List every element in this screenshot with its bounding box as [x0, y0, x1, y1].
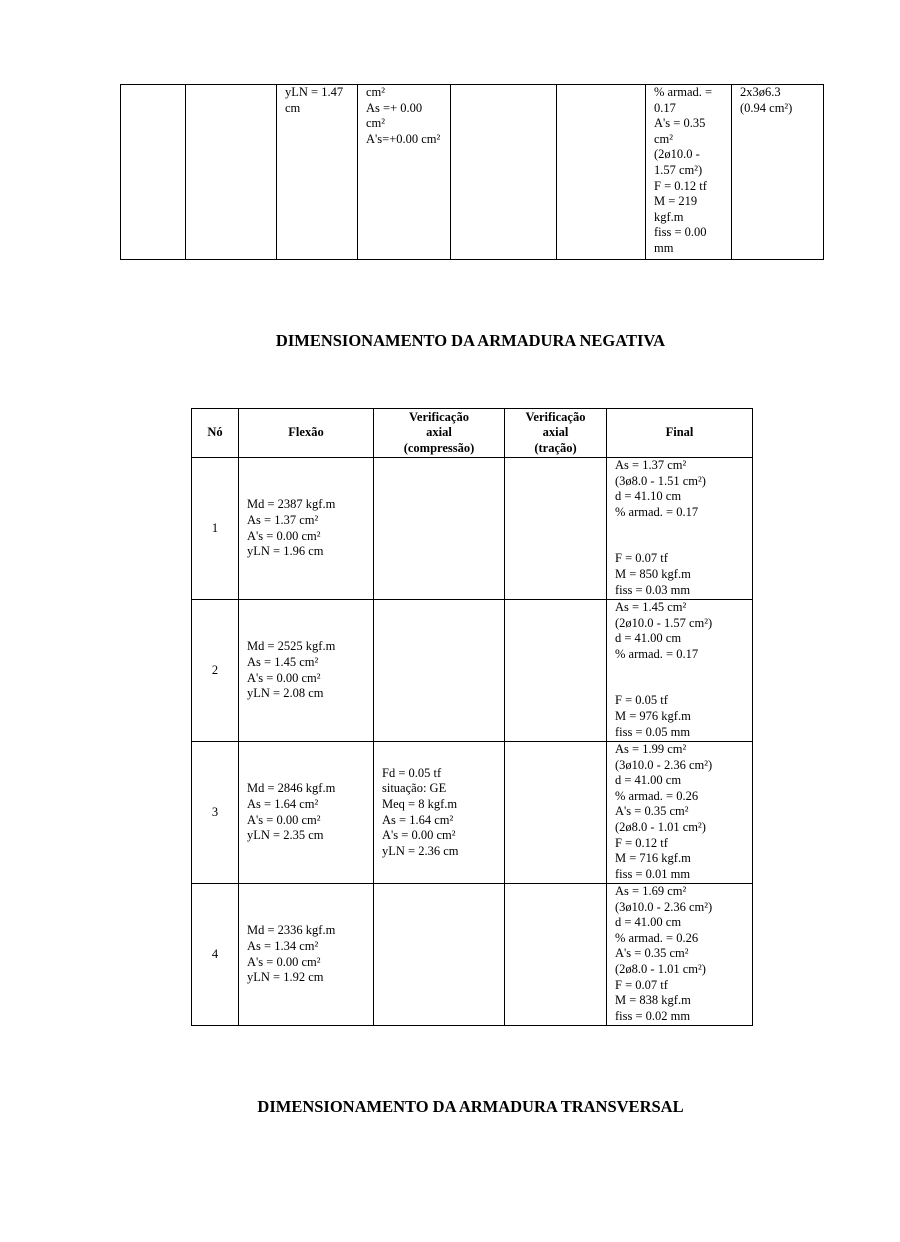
cell-line: cm²: [366, 85, 386, 99]
header-verificacao-tracao: [505, 409, 607, 458]
flexao-line: yLN = 2.08 cm: [247, 686, 324, 701]
cell-line: (2ø10.0 - 1.57 cm²): [654, 147, 703, 177]
compressao-cell: [374, 458, 505, 600]
header-line: (compressão): [403, 440, 475, 455]
cell-line: A's=+0.00 cm²: [366, 131, 441, 146]
cell-line: (0.94 cm²): [740, 100, 793, 115]
node-number: 1: [192, 458, 239, 600]
final-line: M = 838 kgf.m: [615, 993, 691, 1008]
cell-line: fiss = 0.00 mm: [654, 225, 707, 255]
flexao-line: yLN = 1.92 cm: [247, 970, 324, 985]
flexao-line: Md = 2387 kgf.m: [247, 497, 336, 512]
section-title-transversal: DIMENSIONAMENTO DA ARMADURA TRANSVERSAL: [257, 1097, 684, 1116]
table-row: [192, 458, 753, 600]
table-cell: [121, 85, 186, 260]
flexao-line: Md = 2846 kgf.m: [247, 781, 336, 796]
final-line: A's = 0.35 cm²: [615, 946, 689, 961]
flexao-line: As = 1.45 cm²: [247, 654, 319, 669]
tracao-cell: [505, 742, 607, 884]
flexao-line: A's = 0.00 cm²: [247, 528, 321, 543]
header-line: axial: [426, 425, 452, 440]
final-line: d = 41.00 cm: [615, 773, 682, 788]
cell-line: yLN = 1.47 cm: [285, 85, 344, 115]
final-line: (3ø10.0 - 2.36 cm²): [615, 757, 713, 772]
table-cell: [732, 85, 824, 260]
final-line: fiss = 0.01 mm: [615, 866, 691, 881]
flexao-line: As = 1.64 cm²: [247, 796, 319, 811]
header-flexao: Flexão: [239, 409, 374, 458]
table-row: [192, 742, 753, 884]
final-cell: [607, 884, 753, 1026]
cell-line: A's = 0.35 cm²: [654, 116, 706, 146]
final-cell: [607, 458, 753, 600]
section-title-negative: DIMENSIONAMENTO DA ARMADURA NEGATIVA: [275, 331, 666, 350]
final-line: fiss = 0.03 mm: [615, 582, 691, 597]
compressao-line: situação: GE: [382, 781, 447, 796]
flexao-line: A's = 0.00 cm²: [247, 812, 321, 827]
flexao-line: A's = 0.00 cm²: [247, 954, 321, 969]
header-line: axial: [542, 425, 569, 440]
final-line: M = 850 kgf.m: [615, 566, 691, 581]
compressao-line: Meq = 8 kgf.m: [382, 796, 458, 811]
final-line: d = 41.00 cm: [615, 631, 682, 646]
final-line: As = 1.99 cm²: [615, 742, 687, 756]
table-row: [192, 884, 753, 1026]
cell-line: % armad. = 0.17: [654, 85, 713, 115]
flexao-line: Md = 2336 kgf.m: [247, 923, 336, 938]
final-line: As = 1.69 cm²: [615, 884, 687, 898]
final-line: d = 41.10 cm: [615, 489, 682, 504]
flexao-cell: [239, 884, 374, 1026]
header-line: Verificação: [525, 409, 586, 424]
tracao-cell: [505, 458, 607, 600]
cell-line: As =+ 0.00 cm²: [366, 100, 423, 131]
table-cell: [358, 85, 451, 260]
final-line: (3ø10.0 - 2.36 cm²): [615, 899, 713, 914]
header-line: Verificação: [409, 409, 469, 424]
compressao-line: yLN = 2.36 cm: [382, 843, 459, 858]
final-line: As = 1.37 cm²: [615, 458, 687, 472]
cell-line: 2x3ø6.3: [740, 85, 781, 99]
flexao-cell: [239, 458, 374, 600]
final-line: F = 0.07 tf: [615, 977, 668, 992]
final-line: d = 41.00 cm: [615, 915, 682, 930]
final-line: % armad. = 0.17: [615, 504, 699, 519]
cell-line: M = 219 kgf.m: [654, 194, 698, 224]
final-line: (3ø8.0 - 1.51 cm²): [615, 473, 706, 488]
final-line: (2ø10.0 - 1.57 cm²): [615, 615, 713, 630]
final-line: M = 716 kgf.m: [615, 851, 691, 866]
header-no: Nó: [192, 409, 239, 458]
flexao-cell: [239, 600, 374, 742]
compressao-line: Fd = 0.05 tf: [382, 765, 442, 780]
top-continuation-table: [120, 84, 824, 260]
flexao-cell: [239, 742, 374, 884]
flexao-line: yLN = 1.96 cm: [247, 544, 324, 559]
tracao-cell: [505, 600, 607, 742]
final-line: fiss = 0.05 mm: [615, 724, 691, 739]
header-verificacao-compressao: [374, 409, 505, 458]
final-line: % armad. = 0.17: [615, 646, 699, 661]
header-final: Final: [607, 409, 753, 458]
compressao-line: A's = 0.00 cm²: [382, 828, 456, 843]
final-line: % armad. = 0.26: [615, 930, 699, 945]
table-cell: [557, 85, 646, 260]
final-cell: [607, 600, 753, 742]
table-cell: [646, 85, 732, 260]
final-line: F = 0.12 tf: [615, 835, 668, 850]
flexao-line: Md = 2525 kgf.m: [247, 639, 336, 654]
final-line: F = 0.07 tf: [615, 551, 668, 566]
flexao-line: As = 1.37 cm²: [247, 512, 319, 527]
table-row: [192, 600, 753, 742]
table-cell: [451, 85, 557, 260]
negative-reinforcement-table: [191, 408, 753, 1026]
final-line: fiss = 0.02 mm: [615, 1008, 691, 1023]
spacer: [615, 662, 744, 693]
compressao-cell: [374, 600, 505, 742]
compressao-cell: [374, 742, 505, 884]
final-cell: [607, 742, 753, 884]
cell-line: F = 0.12 tf: [654, 178, 707, 193]
final-line: % armad. = 0.26: [615, 788, 699, 803]
node-number: 2: [192, 600, 239, 742]
table-cell: [277, 85, 358, 260]
final-line: A's = 0.35 cm²: [615, 804, 689, 819]
table-cell: [186, 85, 277, 260]
node-number: 4: [192, 884, 239, 1026]
flexao-line: A's = 0.00 cm²: [247, 670, 321, 685]
compressao-cell: [374, 884, 505, 1026]
flexao-line: As = 1.34 cm²: [247, 938, 319, 953]
compressao-line: As = 1.64 cm²: [382, 812, 454, 827]
final-line: (2ø8.0 - 1.01 cm²): [615, 961, 706, 976]
final-line: (2ø8.0 - 1.01 cm²): [615, 819, 706, 834]
final-line: M = 976 kgf.m: [615, 708, 691, 723]
tracao-cell: [505, 884, 607, 1026]
node-number: 3: [192, 742, 239, 884]
table-row: [121, 85, 824, 260]
table-header-row: [192, 409, 753, 458]
final-line: F = 0.05 tf: [615, 693, 668, 708]
spacer: [615, 520, 744, 551]
flexao-line: yLN = 2.35 cm: [247, 828, 324, 843]
final-line: As = 1.45 cm²: [615, 600, 687, 614]
header-line: (tração): [534, 440, 577, 455]
